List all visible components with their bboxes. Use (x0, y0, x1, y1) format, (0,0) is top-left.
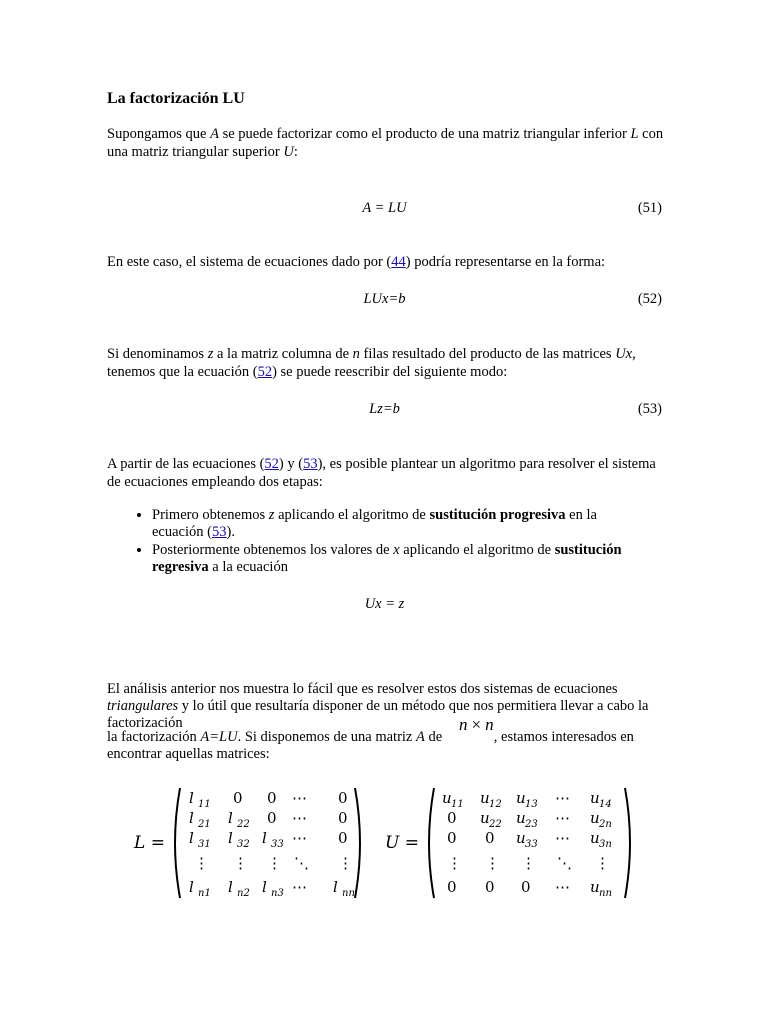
paragraph-5-cont: la factorización A=LU. Si disponemos de una matriz A de , estamos interesados en encontrar aquellas matrices: (107, 729, 634, 762)
matrix-subscript: nn (342, 888, 355, 899)
matrix-zero: 0 (267, 789, 277, 807)
text: A partir de las ecuaciones ( (107, 456, 265, 472)
text: Primero obtenemos (152, 507, 269, 523)
ref-link-44[interactable]: 44 (391, 254, 406, 270)
matrix-zero: 0 (521, 878, 531, 896)
text: . Si disponemos de una matriz (237, 729, 416, 745)
text: en la ecuación ( (152, 507, 597, 540)
text: ), es posible plantear un algoritmo para resolver el sistema de ecuaciones empleando dos etapas: (107, 456, 656, 490)
text: de (424, 729, 446, 745)
matrix-vdots: ⋮ (194, 854, 209, 872)
equation-number: (53) (637, 401, 662, 417)
var-A: A (210, 126, 219, 142)
var-A: A (415, 729, 425, 745)
matrix-entry: u (480, 809, 490, 827)
var-Ux: Ux (615, 346, 633, 362)
matrix-entry: u (480, 789, 490, 807)
matrix-subscript: n2 (237, 888, 250, 899)
matrix-entry: u (590, 878, 600, 896)
matrix-vdots: ⋮ (338, 854, 353, 872)
var-n: n (352, 346, 360, 362)
matrix-subscript: 22 (237, 819, 250, 830)
matrix-zero: 0 (267, 809, 277, 827)
text: Posteriormente obtenemos los valores de (152, 542, 394, 558)
matrix-subscript: 22 (489, 819, 502, 830)
matrix-hdots: ⋯ (292, 809, 307, 827)
left-paren (429, 788, 434, 898)
matrix-subscript: 12 (489, 799, 502, 810)
matrix-zero: 0 (447, 809, 457, 827)
matrix-zero: 0 (233, 789, 243, 807)
matrix-entry: l (262, 829, 267, 847)
matrix-hdots: ⋯ (292, 789, 307, 807)
matrix-subscript: 13 (525, 799, 538, 810)
text: , tenemos que la ecuación ( (107, 346, 636, 380)
matrix-zero: 0 (338, 809, 348, 827)
text: El análisis anterior nos muestra lo fácil que es resolver estos dos sistemas de ecuaciones (107, 681, 618, 697)
matrix-entry: u (590, 829, 600, 847)
var-U: U (283, 144, 294, 160)
matrix-vdots: ⋮ (595, 854, 610, 872)
text: filas resultado del producto de las matrices (359, 346, 616, 362)
matrix-subscript: 21 (198, 819, 211, 830)
matrix-entry: l (262, 878, 267, 896)
matrix-subscript: 3n (599, 839, 612, 850)
bold-term: sustitución progresiva (429, 507, 566, 523)
text: Si denominamos (107, 346, 208, 362)
matrix-zero: 0 (447, 829, 457, 847)
var-L: L (630, 126, 639, 142)
right-paren (625, 788, 630, 898)
text: a la matriz columna de (213, 346, 353, 362)
text: ) podría representarse en la forma: (405, 254, 606, 270)
ref-link-52[interactable]: 52 (264, 456, 279, 472)
var-n: n (459, 715, 468, 734)
matrix-subscript: 2n (599, 819, 612, 830)
equation-formula: Lz=b (369, 401, 400, 417)
matrix-vdots: ⋮ (485, 854, 500, 872)
matrix-subscript: 11 (198, 799, 211, 810)
text: ). (226, 524, 235, 540)
matrix-entry: l (333, 878, 338, 896)
equation-number: (51) (637, 200, 662, 216)
text: : (293, 144, 298, 160)
matrix-vdots: ⋮ (447, 854, 462, 872)
text: aplicando el algoritmo de (274, 507, 430, 523)
text: y lo útil que resultaría disponer de un método que nos permitiera llevar a cabo la factorización (107, 698, 649, 731)
matrix-vdots: ⋮ (233, 854, 248, 872)
matrix-vdots: ⋮ (267, 854, 282, 872)
var-z: z (207, 346, 214, 362)
left-paren (175, 788, 180, 898)
matrix-subscript: n3 (271, 888, 284, 899)
matrix-entry: u (442, 789, 452, 807)
matrix-vdots: ⋮ (521, 854, 536, 872)
matrix-subscript: 33 (271, 839, 284, 850)
matrix-entry: l (189, 829, 194, 847)
ref-link-53[interactable]: 53 (211, 524, 227, 540)
ref-link-52[interactable]: 52 (257, 364, 273, 380)
matrix-ddots: ⋱ (557, 854, 572, 872)
text: , estamos interesados en encontrar aquellas matrices: (107, 729, 634, 762)
matrix-zero: 0 (338, 829, 348, 847)
text: Supongamos que (107, 126, 211, 142)
text: En este caso, el sistema de ecuaciones dado por ( (107, 254, 392, 270)
italic-term: triangulares (107, 698, 179, 714)
matrix-hdots: ⋯ (555, 878, 570, 896)
text: ) se puede reescribir del siguiente modo: (272, 364, 508, 380)
equation-formula: A = LU (362, 200, 407, 216)
text: se puede factorizar como el producto de una matriz triangular inferior (218, 126, 631, 142)
matrix-subscript: 32 (237, 839, 250, 850)
ref-link-53[interactable]: 53 (303, 456, 318, 472)
text: a la ecuación (208, 559, 288, 575)
matrix-hdots: ⋯ (292, 878, 307, 896)
matrix-entry: u (516, 829, 526, 847)
matrix-entry: u (590, 809, 600, 827)
matrix-hdots: ⋯ (292, 829, 307, 847)
var-x: x (393, 542, 400, 558)
right-paren (355, 788, 360, 898)
matrix-entry: u (516, 809, 526, 827)
matrix-entry: l (189, 789, 194, 807)
matrix-hdots: ⋯ (555, 829, 570, 847)
matrix-subscript: 14 (599, 799, 612, 810)
matrix-ddots: ⋱ (294, 854, 309, 872)
text: ) y ( (278, 456, 304, 472)
equation-formula: LUx=b (363, 291, 406, 307)
bold-term: sustitución regresiva (152, 542, 622, 575)
matrix-entry: l (189, 878, 194, 896)
matrix-subscript: 23 (525, 819, 538, 830)
page-title: La factorización LU (107, 90, 245, 107)
matrix-entry: l (189, 809, 194, 827)
matrix-entry: l (228, 829, 233, 847)
matrix-subscript: nn (599, 888, 612, 899)
matrix-label-L: L = (134, 833, 165, 853)
text: con una matriz triangular superior (107, 126, 664, 160)
matrix-subscript: 31 (198, 839, 211, 850)
matrix-entry: l (228, 809, 233, 827)
equation-number: (52) (637, 291, 662, 307)
matrix-zero: 0 (485, 829, 495, 847)
matrix-entry: u (590, 789, 600, 807)
text: aplicando el algoritmo de (399, 542, 555, 558)
matrix-hdots: ⋯ (555, 809, 570, 827)
matrix-zero: 0 (485, 878, 495, 896)
equation-formula: Ux = z (364, 596, 405, 612)
var-z: z (268, 507, 275, 523)
matrix-hdots: ⋯ (555, 789, 570, 807)
matrix-subscript: 33 (525, 839, 538, 850)
matrix-zero: 0 (338, 789, 348, 807)
matrix-label-U: U = (385, 833, 419, 853)
var-n: n (485, 715, 494, 734)
matrix-zero: 0 (447, 878, 457, 896)
matrix-subscript: n1 (198, 888, 211, 899)
var-ALU: A=LU (200, 729, 238, 745)
times-symbol: × (471, 715, 482, 734)
matrix-subscript: 11 (451, 799, 464, 810)
matrix-entry: l (228, 878, 233, 896)
matrix-entry: u (516, 789, 526, 807)
